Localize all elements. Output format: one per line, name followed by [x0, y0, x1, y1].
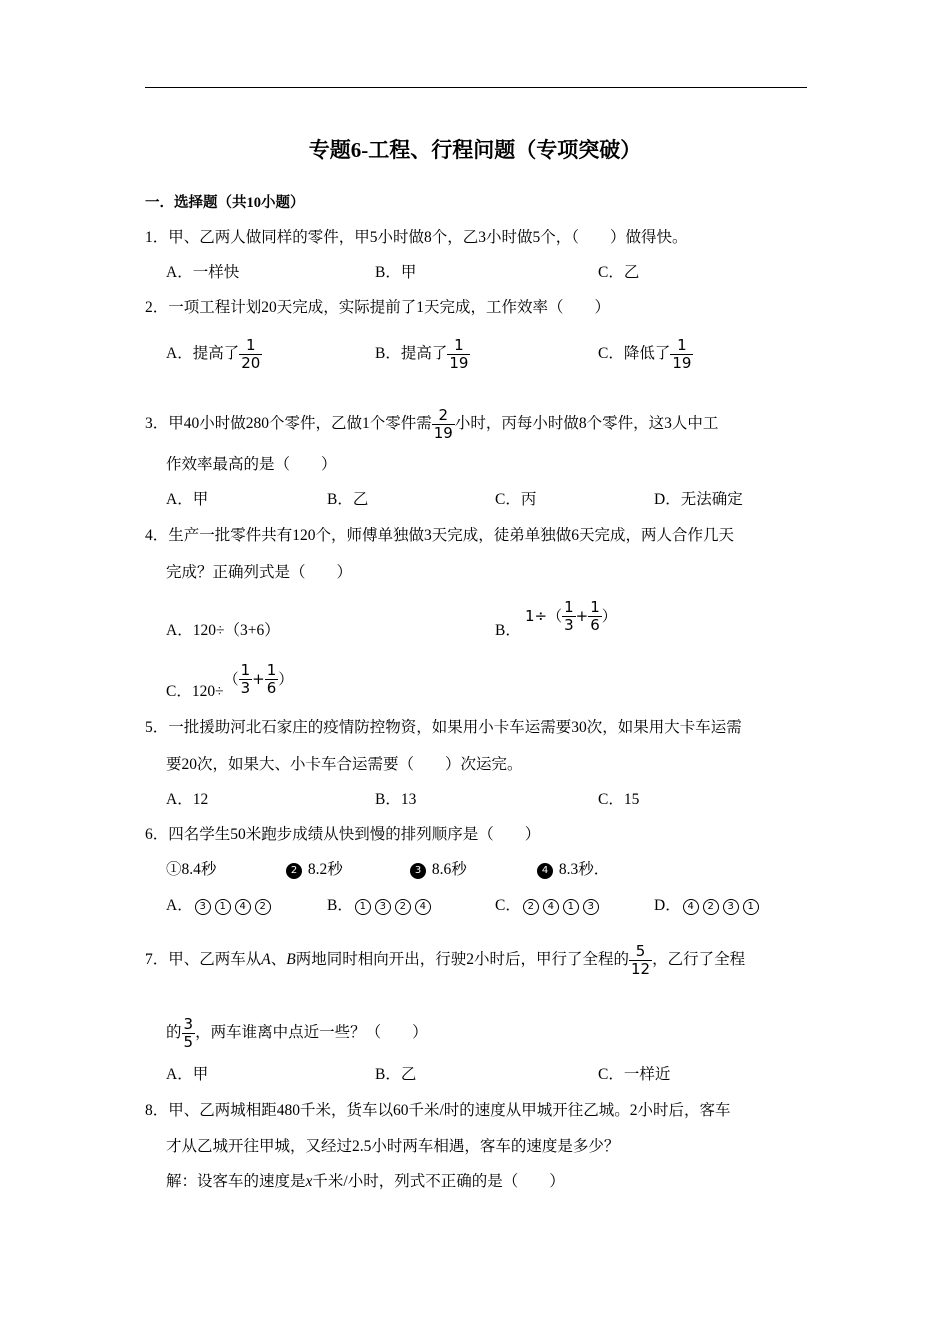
q3-option-d[interactable]: D．无法确定 — [654, 491, 743, 508]
q1-option-b[interactable]: B．甲 — [375, 264, 417, 281]
section-heading: 一．选择题（共10小题） — [145, 195, 305, 211]
q1-option-c[interactable]: C．乙 — [598, 264, 640, 281]
q4-b-fraction-2: $\frac{1}{6}$ — [590, 598, 600, 634]
q6-option-a[interactable]: A． 3 1 4 2 — [166, 896, 273, 916]
q2-option-c-fraction: $\frac{1}{19}$ — [672, 335, 692, 372]
page-title: 专题6-工程、行程问题（专项突破） — [308, 138, 642, 162]
q7-option-c[interactable]: C．一样近 — [598, 1066, 671, 1083]
q8-stem: 8．甲、乙两城相距480千米，货车以60千米/时的速度从甲城开往乙城。2小时后，客车 — [145, 1102, 731, 1119]
q4-stem-line2: 完成？正确列式是（ ） — [166, 564, 353, 581]
q1-option-a[interactable]: A．一样快 — [166, 264, 240, 281]
q7-fraction-1: $\frac{5}{12}$ — [630, 941, 651, 978]
q6-score-2: 2 8.2秒 — [284, 860, 343, 880]
q5-stem: 5．一批援助河北石家庄的疫情防控物资，如果用小卡车运需要30次，如果用大卡车运需 — [145, 719, 742, 736]
q3-option-c[interactable]: C．丙 — [495, 491, 537, 508]
q3-option-a[interactable]: A．甲 — [166, 491, 209, 508]
q6-option-c[interactable]: C． 2 4 1 3 — [495, 896, 601, 916]
q4-b-fraction-1: $\frac{1}{3}$ — [564, 598, 574, 634]
q4-c-fraction-2: $\frac{1}{6}$ — [266, 661, 277, 697]
q7-option-a[interactable]: A．甲 — [166, 1066, 209, 1083]
q4-option-b-label[interactable]: B． — [495, 622, 521, 639]
q2-stem: 2．一项工程计划20天完成，实际提前了1天完成，工作效率（ ） — [145, 299, 611, 316]
q6-score-1: ①8.4秒 — [166, 861, 217, 878]
q6-option-d[interactable]: D． 4 2 3 1 — [654, 896, 761, 916]
q6-score-3: 3 8.6秒 — [408, 860, 467, 880]
q8-solution: 解：设客车的速度是x千米/小时，列式不正确的是（ ） — [166, 1173, 565, 1190]
q1-stem: 1．甲、乙两人做同样的零件，甲5小时做8个，乙3小时做5个，（ ）做得快。 — [145, 229, 688, 246]
q2-option-b-fraction: $\frac{1}{19}$ — [449, 335, 469, 372]
q6-stem: 6．四名学生50米跑步成绩从快到慢的排列顺序是（ ） — [145, 826, 541, 843]
q4-option-b-expression[interactable]: 1÷（ $\frac{1}{3}$ + $\frac{1}{6}$ ） — [525, 598, 617, 634]
q5-option-c[interactable]: C．15 — [598, 791, 640, 808]
q8-stem-line2: 才从乙城开往甲城，又经过2.5小时两车相遇，客车的速度是多少？ — [166, 1138, 620, 1155]
q4-option-c-label: C．120÷ — [166, 683, 224, 700]
q4-option-c[interactable]: C．120÷（ $\frac{1}{3}$ + $\frac{1}{6}$ ） — [166, 661, 294, 700]
q7-option-b[interactable]: B．乙 — [375, 1066, 417, 1083]
header-rule — [145, 87, 807, 88]
q3-option-b[interactable]: B．乙 — [327, 491, 369, 508]
q7-fraction-2: $\frac{3}{5}$ — [183, 1014, 194, 1051]
q5-stem-line2: 要20次，如果大、小卡车合运需要（ ）次运完。 — [166, 756, 523, 773]
q5-option-a[interactable]: A．12 — [166, 791, 209, 808]
q2-option-a-fraction: $\frac{1}{20}$ — [241, 335, 261, 372]
q3-stem-line2: 作效率最高的是（ ） — [166, 456, 337, 473]
q6-score-4: 4 8.3秒． — [535, 860, 609, 880]
q3-fraction: $\frac{2}{19}$ — [433, 405, 453, 442]
q2-option-c-label: C．降低了 — [598, 345, 671, 362]
q4-option-a[interactable]: A．120÷（3+6） — [166, 622, 280, 639]
q6-option-b[interactable]: B． 1 3 2 4 — [327, 896, 433, 916]
q2-option-c[interactable] — [598, 334, 693, 374]
q5-option-b[interactable]: B．13 — [375, 791, 417, 808]
q2-option-a[interactable] — [166, 334, 262, 374]
q2-option-b[interactable] — [375, 334, 470, 374]
q4-stem: 4．生产一批零件共有120个，师傅单独做3天完成，徒弟单独做6天完成，两人合作几天 — [145, 527, 735, 544]
q3-stem: 3．甲40小时做280个零件，乙做1个零件需 $\frac{2}{19}$ 小时，丙每小时做8个零件，这3人中工 — [145, 405, 719, 442]
q7-stem-line2: 的 $\frac{3}{5}$ ，两车谁离中点近一些？（ ） — [166, 1014, 428, 1051]
q2-option-b-label: B．提高了 — [375, 345, 448, 362]
q2-option-a-label: A．提高了 — [166, 345, 240, 362]
q7-stem: 7．甲、乙两车从A、B两地同时相向开出，行驶2小时后，甲行了全程的 $\frac{5}{12}$ ，乙行了全程 — [145, 941, 746, 978]
q4-c-fraction-1: $\frac{1}{3}$ — [240, 661, 251, 697]
